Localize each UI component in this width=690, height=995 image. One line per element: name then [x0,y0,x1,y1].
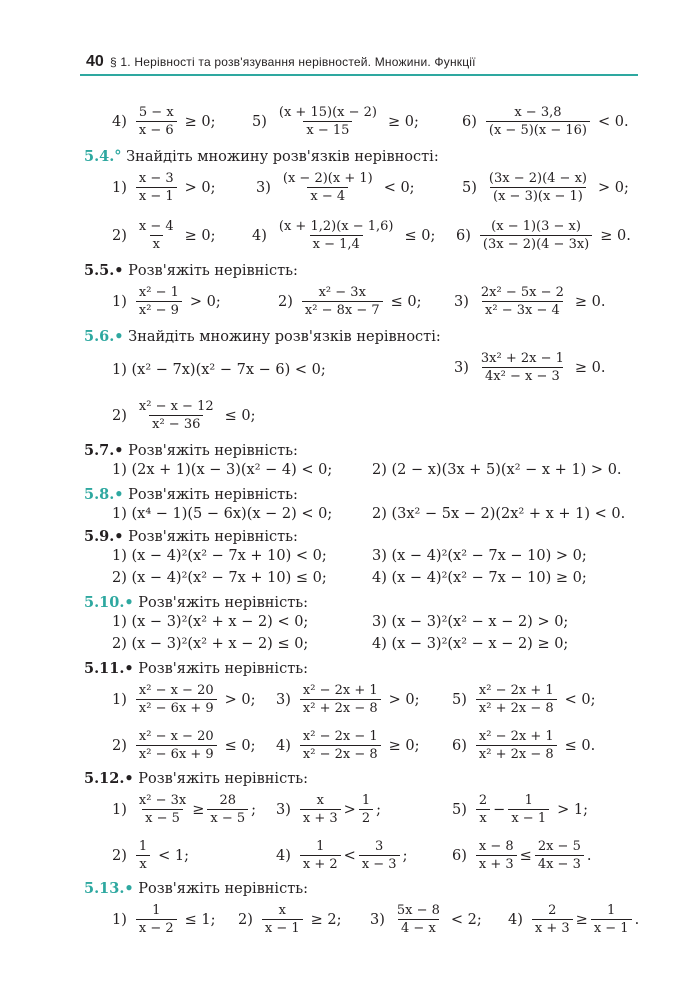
fraction [478,284,567,319]
fraction [276,104,380,139]
fraction [591,902,632,937]
item-5 [252,104,419,139]
exercise-5-4-heading [84,148,439,165]
numerator: x² − 2x + 1 [478,683,554,698]
item-number: 6) [456,227,471,244]
relation: ≤ 0; [404,227,436,244]
relation: > 0; [597,179,629,196]
item-number: 2) [278,293,293,310]
item: 4) (x − 3)²(x² − x − 2) ≥ 0; [372,636,569,652]
exercise-number: 5.13.• [84,880,134,897]
item-number: 4) [508,911,523,928]
item-number: 4) [276,847,291,864]
denominator: x² − 6x + 9 [136,745,217,763]
denominator: 4x² − x − 3 [482,367,563,385]
fraction [300,682,381,717]
relation: < 0; [383,179,415,196]
item-number: 4) [112,113,127,130]
item [508,902,639,937]
item [112,728,256,763]
denominator: x + 3 [476,855,517,873]
denominator: x [150,235,163,253]
exercise-5-6-heading [84,328,441,345]
fraction [136,902,177,937]
numerator: 1 [361,793,371,808]
denominator: x² + 2x − 8 [300,699,381,717]
relation: < 1; [158,847,190,864]
item-number: 1) [112,179,127,196]
fraction [136,792,189,827]
relation: > 0; [189,293,221,310]
denominator: 2 [359,809,373,827]
exercise-number: 5.9.• [84,528,124,545]
relation: > 0; [388,691,420,708]
numerator: 5 − x [138,105,174,120]
item: 1) (x⁴ − 1)(5 − 6x)(x − 2) < 0; [112,506,333,522]
relation: ≥ 0; [387,113,419,130]
item-4 [112,104,216,139]
numerator: (x + 15)(x − 2) [278,105,377,120]
denominator: x − 15 [303,121,352,139]
page-header [80,52,640,78]
denominator: x − 5 [142,809,183,827]
relation: ; [376,801,381,818]
denominator: x² + 2x − 8 [476,745,557,763]
exercise-5-12-heading [84,770,308,787]
fraction [136,682,217,717]
denominator: x [476,809,489,827]
item-number: 1) [112,691,127,708]
fraction [359,838,400,873]
numerator: x² − 2x + 1 [302,683,378,698]
operator: − [493,801,506,818]
denominator: x − 2 [136,919,177,937]
numerator: x² − x − 12 [138,399,214,414]
item [452,838,591,873]
relation: . [586,847,592,864]
denominator: x + 3 [532,919,573,937]
exercise-5-9-heading [84,528,298,545]
numerator: x² − x − 20 [138,729,214,744]
numerator: x² − 3x [318,285,366,300]
relation: ≥ 0. [600,227,631,244]
exercise-instruction: Розв'яжіть нерівність: [128,487,298,503]
item [370,902,482,937]
item-number: 4) [276,737,291,754]
denominator: x − 1 [262,919,303,937]
denominator: x² − 8x − 7 [302,301,383,319]
header-rule [80,74,638,76]
item [112,682,256,717]
page-number: 40 [86,53,104,70]
numerator: x² − 2x − 1 [302,729,378,744]
relation: ≤ 0; [224,407,256,424]
relation: > 1; [557,801,588,818]
exercise-instruction: Розв'яжіть нерівність: [138,881,308,897]
numerator: x − 8 [478,839,514,854]
fraction [359,792,373,827]
item [454,284,606,319]
relation: ≤ 0. [564,737,596,754]
relation: ≤ 0; [224,737,256,754]
item-number: 2) [112,227,127,244]
operator: > [343,801,356,818]
item-number: 6) [462,113,477,130]
numerator: 2 [478,793,488,808]
fraction [136,838,150,873]
item [454,350,606,385]
fraction [136,170,177,205]
item-number: 4) [252,227,267,244]
fraction [207,792,248,827]
item-number: 5) [452,801,467,818]
fraction [136,284,182,319]
exercise-instruction: Розв'яжіть нерівність: [128,529,298,545]
item [452,682,596,717]
item [112,218,216,253]
item-number: 1) [112,293,127,310]
item-number: 5) [252,113,267,130]
item [276,838,407,873]
item [112,284,221,319]
fraction [262,902,303,937]
item-number: 1) [112,362,127,378]
relation: ≥ 0. [574,293,606,310]
denominator: x − 1,4 [310,235,363,253]
item-number: 3) [256,179,271,196]
exercise-instruction: Розв'яжіть нерівність: [138,595,308,611]
fraction [300,792,341,827]
item-number: 3) [454,293,469,310]
numerator: 1 [138,839,148,854]
item [456,218,631,253]
expression: (x² − 7x)(x² − 7x − 6) < 0; [131,362,326,378]
exercise-instruction: Розв'яжіть нерівність: [128,443,298,459]
numerator: (3x − 2)(4 − x) [488,171,587,186]
item [238,902,342,937]
item-number: 2) [112,847,127,864]
item [452,792,588,827]
operator: ≥ [575,911,588,928]
item: 2) (x − 3)²(x² + x − 2) ≤ 0; [112,636,309,652]
exercise-5-10-heading [84,594,308,611]
fraction [136,104,177,139]
denominator: x − 3 [359,855,400,873]
relation: ≥ 0. [574,359,606,376]
item-number: 2) [238,911,253,928]
item-number: 6) [452,737,467,754]
exercise-number: 5.12.• [84,770,134,787]
item [278,284,422,319]
denominator: x² − 2x − 8 [300,745,381,763]
numerator: (x − 1)(3 − x) [491,219,581,234]
fraction [476,728,557,763]
item: 4) (x − 4)²(x² − 7x − 10) ≥ 0; [372,570,587,586]
fraction [136,218,177,253]
exercise-5-8-heading [84,486,298,503]
denominator: x − 4 [307,187,348,205]
numerator: 2x² − 5x − 2 [480,285,564,300]
item [256,170,415,205]
relation: ≤ 0; [390,293,422,310]
numerator: 1 [607,903,616,918]
denominator: x + 2 [300,855,341,873]
item: 2) (x − 4)²(x² − 7x + 10) ≤ 0; [112,570,327,586]
numerator: 2x − 5 [537,839,581,854]
relation: . [634,911,640,928]
operator: ≤ [519,847,532,864]
item [276,728,420,763]
denominator: x + 3 [300,809,341,827]
item: 2) (2 − x)(3x + 5)(x² − x + 1) > 0. [372,462,622,478]
fraction [300,838,341,873]
fraction [508,792,549,827]
fraction [300,728,381,763]
item-number: 6) [452,847,467,864]
fraction [480,218,592,253]
relation: < 0. [597,113,629,130]
relation: ≤ 1; [184,911,216,928]
numerator: x [316,793,324,808]
item-6 [462,104,629,139]
item [112,792,256,827]
fraction [136,398,217,433]
fraction [476,838,517,873]
exercise-number: 5.10.• [84,594,134,611]
section-title: § 1. Нерівності та розв'язування нерівностей. Множини. Функції [110,55,476,69]
denominator: x [136,855,149,873]
numerator: 3 [375,839,384,854]
denominator: x² − 9 [136,301,182,319]
exercise-number: 5.11.• [84,660,134,677]
item [112,838,189,873]
denominator: x − 6 [136,121,177,139]
item: 1) (x − 3)²(x² + x − 2) < 0; [112,614,309,630]
exercise-5-13-heading [84,880,308,897]
numerator: 3x² + 2x − 1 [480,351,564,366]
denominator: x² − 6x + 9 [136,699,217,717]
item-number: 3) [454,359,469,376]
operator: ≥ [192,801,205,818]
numerator: x − 3,8 [514,105,562,120]
item [112,362,326,378]
relation: ≥ 2; [310,911,342,928]
exercise-number: 5.5.• [84,262,124,279]
fraction [476,792,490,827]
relation: ; [251,801,257,818]
numerator: x² − 2x + 1 [478,729,554,744]
numerator: 1 [316,839,325,854]
exercise-5-5-heading [84,262,298,279]
exercise-number: 5.4.° [84,148,122,165]
numerator: 2 [548,903,557,918]
numerator: x² − 3x [138,793,187,808]
denominator: 4 − x [398,919,439,937]
exercise-number: 5.6.• [84,328,124,345]
fraction [394,902,443,937]
denominator: x² − 3x − 4 [482,301,563,319]
exercise-instruction: Розв'яжіть нерівність: [138,771,308,787]
item-number: 3) [276,691,291,708]
item-number: 1) [112,911,127,928]
numerator: x − 4 [138,219,174,234]
item-number: 3) [276,801,291,818]
fraction [478,350,567,385]
numerator: x − 3 [138,171,174,186]
numerator: 1 [524,793,533,808]
relation: ≥ 0; [388,737,420,754]
item [112,170,216,205]
item: 2) (3x² − 5x − 2)(2x² + x + 1) < 0. [372,506,626,522]
relation: ≥ 0; [184,113,216,130]
exercise-5-11-heading [84,660,308,677]
fraction [476,682,557,717]
denominator: (x − 3)(x − 1) [490,187,586,205]
relation: < 2; [450,911,482,928]
fraction [532,902,573,937]
item-number: 2) [112,407,127,424]
exercise-5-7-heading [84,442,298,459]
numerator: (x − 2)(x + 1) [282,171,373,186]
numerator: x² − 1 [138,285,179,300]
numerator: x² − x − 20 [138,683,214,698]
item [452,728,595,763]
fraction [486,104,590,139]
exercise-instruction: Знайдіть множину розв'язків нерівності: [126,149,439,165]
operator: < [343,847,356,864]
exercise-number: 5.8.• [84,486,124,503]
numerator: 5x − 8 [396,903,440,918]
item: 3) (x − 3)²(x² − x − 2) > 0; [372,614,569,630]
item-number: 2) [112,737,127,754]
fraction [276,218,397,253]
exercise-instruction: Знайдіть множину розв'язків нерівності: [128,329,441,345]
numerator: (x + 1,2)(x − 1,6) [278,219,394,234]
item-number: 1) [112,801,127,818]
item [462,170,629,205]
relation: ≥ 0; [184,227,216,244]
item: 1) (2x + 1)(x − 3)(x² − 4) < 0; [112,462,333,478]
relation: ; [402,847,408,864]
denominator: x − 1 [136,187,177,205]
exercise-instruction: Розв'яжіть нерівність: [128,263,298,279]
item [112,902,216,937]
item-number: 3) [370,911,385,928]
fraction [535,838,584,873]
item: 1) (x − 4)²(x² − 7x + 10) < 0; [112,548,327,564]
fraction [302,284,383,319]
exercise-instruction: Розв'яжіть нерівність: [138,661,308,677]
denominator: (3x − 2)(4 − 3x) [480,235,592,253]
relation: < 0; [564,691,596,708]
numerator: x [278,903,286,918]
denominator: x − 1 [508,809,549,827]
item [276,682,420,717]
exercise-number: 5.7.• [84,442,124,459]
denominator: x² + 2x − 8 [476,699,557,717]
denominator: 4x − 3 [535,855,584,873]
denominator: x − 5 [207,809,248,827]
item-number: 5) [462,179,477,196]
relation: > 0; [184,179,216,196]
row-5-6b [112,398,256,433]
fraction [136,728,217,763]
item [252,218,435,253]
numerator: 28 [219,793,237,808]
item-number: 5) [452,691,467,708]
item [276,792,381,827]
denominator: x − 1 [591,919,632,937]
fraction [280,170,376,205]
denominator: x² − 36 [149,415,203,433]
denominator: (x − 5)(x − 16) [486,121,590,139]
relation: > 0; [224,691,256,708]
item: 3) (x − 4)²(x² − 7x − 10) > 0; [372,548,587,564]
fraction [486,170,590,205]
numerator: 1 [152,903,161,918]
